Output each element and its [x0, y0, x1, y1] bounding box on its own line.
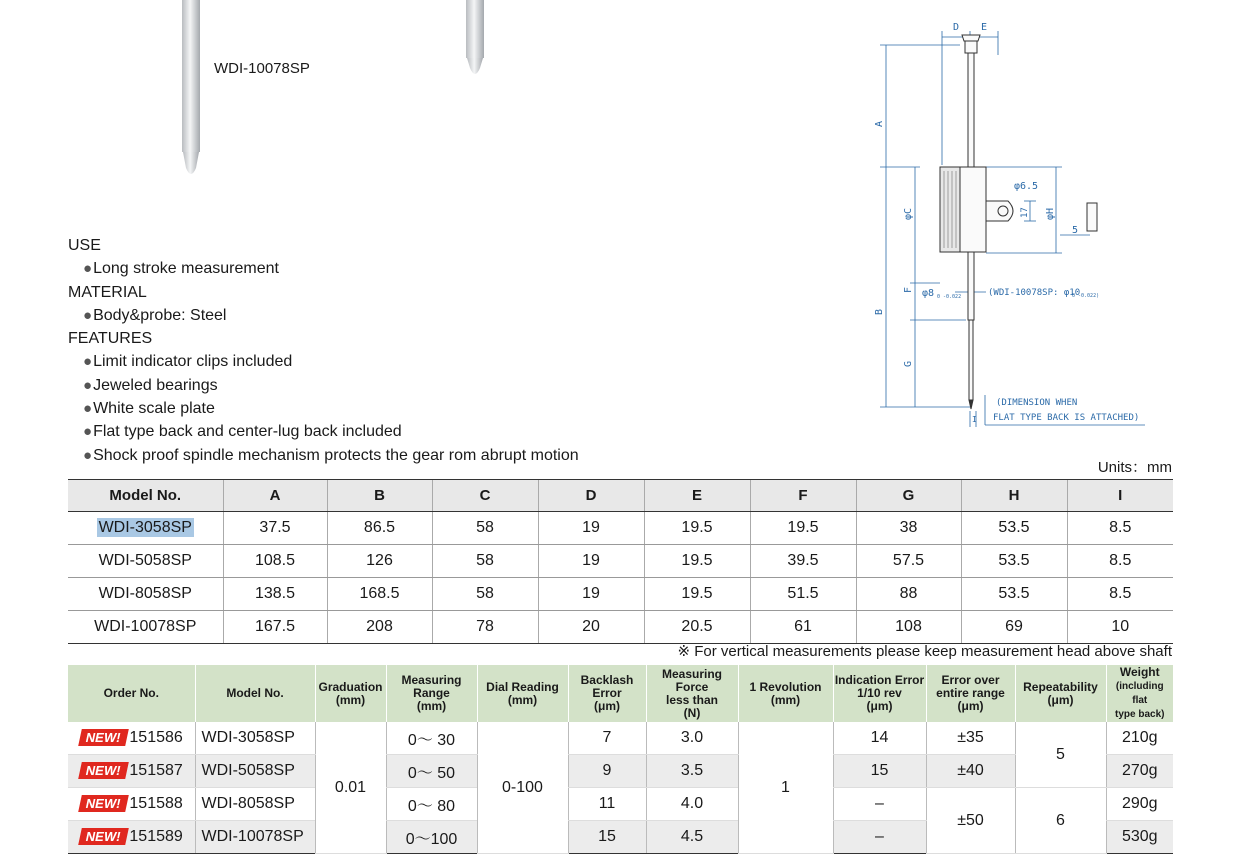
order-header-row — [68, 665, 1173, 722]
force-cell: 4.5 — [646, 821, 738, 854]
cell: 38 — [856, 512, 961, 545]
force-cell: 3.5 — [646, 755, 738, 788]
error-cell: ±35 — [926, 722, 1015, 755]
cell: 58 — [432, 512, 538, 545]
spindle-right — [466, 0, 484, 74]
dims-header: H — [961, 480, 1067, 512]
feature-item: ● Jeweled bearings — [68, 374, 579, 397]
repeatability-cell: 6 — [1015, 788, 1106, 854]
cell: 86.5 — [327, 512, 432, 545]
dim-label-phi65: φ6.5 — [1014, 181, 1039, 192]
cell: 61 — [750, 611, 856, 644]
material-item: ● Body&probe: Steel — [68, 304, 579, 327]
table-row — [68, 578, 1173, 611]
order-table — [68, 665, 1173, 854]
backlash-header: Backlash Error (μm) — [568, 665, 646, 722]
units-label: Units：mm — [1097, 459, 1172, 476]
use-item: ● Long stroke measurement — [68, 257, 579, 280]
dial-cell: 0-100 — [477, 722, 568, 854]
error-header: Error over entire range (μm) — [926, 665, 1015, 722]
range-cell: 0～ 80 — [386, 788, 477, 821]
dimension-drawing — [860, 15, 1160, 435]
cell: 20.5 — [644, 611, 750, 644]
dim-label-e: E — [981, 22, 988, 33]
model-cell: WDI-3058SP — [195, 722, 315, 755]
cell: 58 — [432, 545, 538, 578]
cell: 19.5 — [644, 545, 750, 578]
order-cell: NEW! 151589 — [68, 821, 195, 854]
indication-header: Indication Error 1/10 rev (μm) — [833, 665, 926, 722]
backlash-cell: 7 — [568, 722, 646, 755]
table-row — [68, 545, 1173, 578]
cell: 167.5 — [223, 611, 327, 644]
feature-item: ● Limit indicator clips included — [68, 350, 579, 373]
cell: 126 — [327, 545, 432, 578]
cell: 108.5 — [223, 545, 327, 578]
dim-label-a: A — [874, 120, 885, 127]
graduation-cell: 0.01 — [315, 722, 386, 854]
new-badge: NEW! — [78, 762, 128, 779]
force-header: Measuring Force less than (N) — [646, 665, 738, 722]
revolution-header: 1 Revolution (mm) — [738, 665, 833, 722]
dimensions-table — [68, 479, 1173, 644]
cell: 53.5 — [961, 578, 1067, 611]
dial-header: Dial Reading (mm) — [477, 665, 568, 722]
order-cell: NEW! 151587 — [68, 755, 195, 788]
dims-header: C — [432, 480, 538, 512]
model-cell: WDI-8058SP — [68, 578, 223, 611]
backlash-cell: 15 — [568, 821, 646, 854]
indication-cell: – — [833, 788, 926, 821]
dims-header: E — [644, 480, 750, 512]
selected-model[interactable]: WDI-3058SP — [98, 519, 192, 536]
cell: 19 — [538, 578, 644, 611]
dim-label-phi8-tol: 0 -0.022 — [937, 294, 962, 300]
table-row — [68, 611, 1173, 644]
weight-cell: 210g — [1106, 722, 1173, 755]
cell: 138.5 — [223, 578, 327, 611]
dims-header-row — [68, 480, 1173, 512]
product-photo — [0, 0, 520, 200]
indication-cell: – — [833, 821, 926, 854]
model-cell: WDI-8058SP — [195, 788, 315, 821]
dims-header: F — [750, 480, 856, 512]
range-header: Measuring Range (mm) — [386, 665, 477, 722]
order-cell: NEW! 151586 — [68, 722, 195, 755]
dim-label-17: 17 — [1020, 207, 1030, 218]
cell: 19.5 — [750, 512, 856, 545]
model-cell: WDI-10078SP — [68, 611, 223, 644]
cell: 37.5 — [223, 512, 327, 545]
model-cell[interactable] — [68, 512, 223, 545]
cell: 53.5 — [961, 545, 1067, 578]
repeatability-header: Repeatability (μm) — [1015, 665, 1106, 722]
model-cell: WDI-10078SP — [195, 821, 315, 854]
cell: 39.5 — [750, 545, 856, 578]
cell: 19 — [538, 512, 644, 545]
cell: 88 — [856, 578, 961, 611]
cell: 53.5 — [961, 512, 1067, 545]
cell: 108 — [856, 611, 961, 644]
dims-header: G — [856, 480, 961, 512]
indication-cell: 15 — [833, 755, 926, 788]
photo-caption: WDI-10078SP — [214, 60, 310, 77]
cell: 69 — [961, 611, 1067, 644]
dim-note-2: FLAT TYPE BACK IS ATTACHED) — [993, 413, 1140, 423]
range-cell: 0～100 — [386, 821, 477, 854]
error-cell: ±50 — [926, 788, 1015, 854]
force-cell: 4.0 — [646, 788, 738, 821]
cell: 57.5 — [856, 545, 961, 578]
new-badge: NEW! — [78, 795, 128, 812]
dims-header: A — [223, 480, 327, 512]
dims-header: Model No. — [68, 480, 223, 512]
cell: 19.5 — [644, 578, 750, 611]
dim-label-f: F — [903, 286, 914, 293]
dim-note-1: (DIMENSION WHEN — [996, 398, 1078, 408]
cell: 78 — [432, 611, 538, 644]
dim-label-c: φC — [903, 207, 914, 220]
feature-item: ● White scale plate — [68, 397, 579, 420]
features-heading: FEATURES — [68, 330, 153, 348]
dim-label-wdi-tol: 0 -0.022) — [1072, 293, 1100, 299]
range-cell: 0～ 30 — [386, 722, 477, 755]
feature-item: ● Flat type back and center-lug back included — [68, 420, 579, 443]
repeatability-cell: 5 — [1015, 722, 1106, 788]
table-row — [68, 755, 1173, 788]
cell: 58 — [432, 578, 538, 611]
model-header: Model No. — [195, 665, 315, 722]
feature-item: ● Shock proof spindle mechanism protects the gear rom abrupt motion — [68, 444, 579, 467]
error-cell: ±40 — [926, 755, 1015, 788]
dim-label-5: 5 — [1072, 225, 1079, 236]
cell: 208 — [327, 611, 432, 644]
cell: 10 — [1067, 611, 1173, 644]
dim-label-d: D — [953, 22, 960, 33]
order-cell: NEW! 151588 — [68, 788, 195, 821]
dim-label-i: I — [972, 415, 977, 424]
cell: 8.5 — [1067, 545, 1173, 578]
dims-header: I — [1067, 480, 1173, 512]
force-cell: 3.0 — [646, 722, 738, 755]
order-header: Order No. — [68, 665, 195, 722]
table-row — [68, 722, 1173, 755]
range-cell: 0～ 50 — [386, 755, 477, 788]
cell: 19 — [538, 545, 644, 578]
graduation-header: Graduation (mm) — [315, 665, 386, 722]
weight-cell: 270g — [1106, 755, 1173, 788]
model-cell: WDI-5058SP — [195, 755, 315, 788]
cell: 20 — [538, 611, 644, 644]
table-row — [68, 788, 1173, 821]
material-heading: MATERIAL — [68, 283, 147, 301]
cell: 168.5 — [327, 578, 432, 611]
cell: 8.5 — [1067, 578, 1173, 611]
table-row — [68, 512, 1173, 545]
dims-header: D — [538, 480, 644, 512]
cell: 19.5 — [644, 512, 750, 545]
use-heading: USE — [68, 237, 101, 254]
revolution-cell: 1 — [738, 722, 833, 854]
dim-label-phi8: φ8 — [922, 288, 935, 299]
weight-cell: 530g — [1106, 821, 1173, 854]
weight-header: Weight (including flat type back) — [1106, 665, 1173, 722]
cell: 51.5 — [750, 578, 856, 611]
spec-list — [68, 234, 579, 467]
dim-label-b: B — [874, 308, 885, 315]
weight-cell: 290g — [1106, 788, 1173, 821]
cell: 8.5 — [1067, 512, 1173, 545]
indication-cell: 14 — [833, 722, 926, 755]
backlash-cell: 9 — [568, 755, 646, 788]
dim-label-h: φH — [1045, 207, 1056, 220]
dim-label-g: G — [903, 360, 914, 367]
vertical-note: ※ For vertical measurements please keep measurement head above shaft — [677, 643, 1172, 660]
model-cell: WDI-5058SP — [68, 545, 223, 578]
dims-header: B — [327, 480, 432, 512]
dim-label-wdi: (WDI-10078SP: φ10 — [988, 288, 1081, 298]
spindle-left — [182, 0, 200, 174]
new-badge: NEW! — [78, 828, 128, 845]
backlash-cell: 11 — [568, 788, 646, 821]
new-badge: NEW! — [78, 729, 128, 746]
